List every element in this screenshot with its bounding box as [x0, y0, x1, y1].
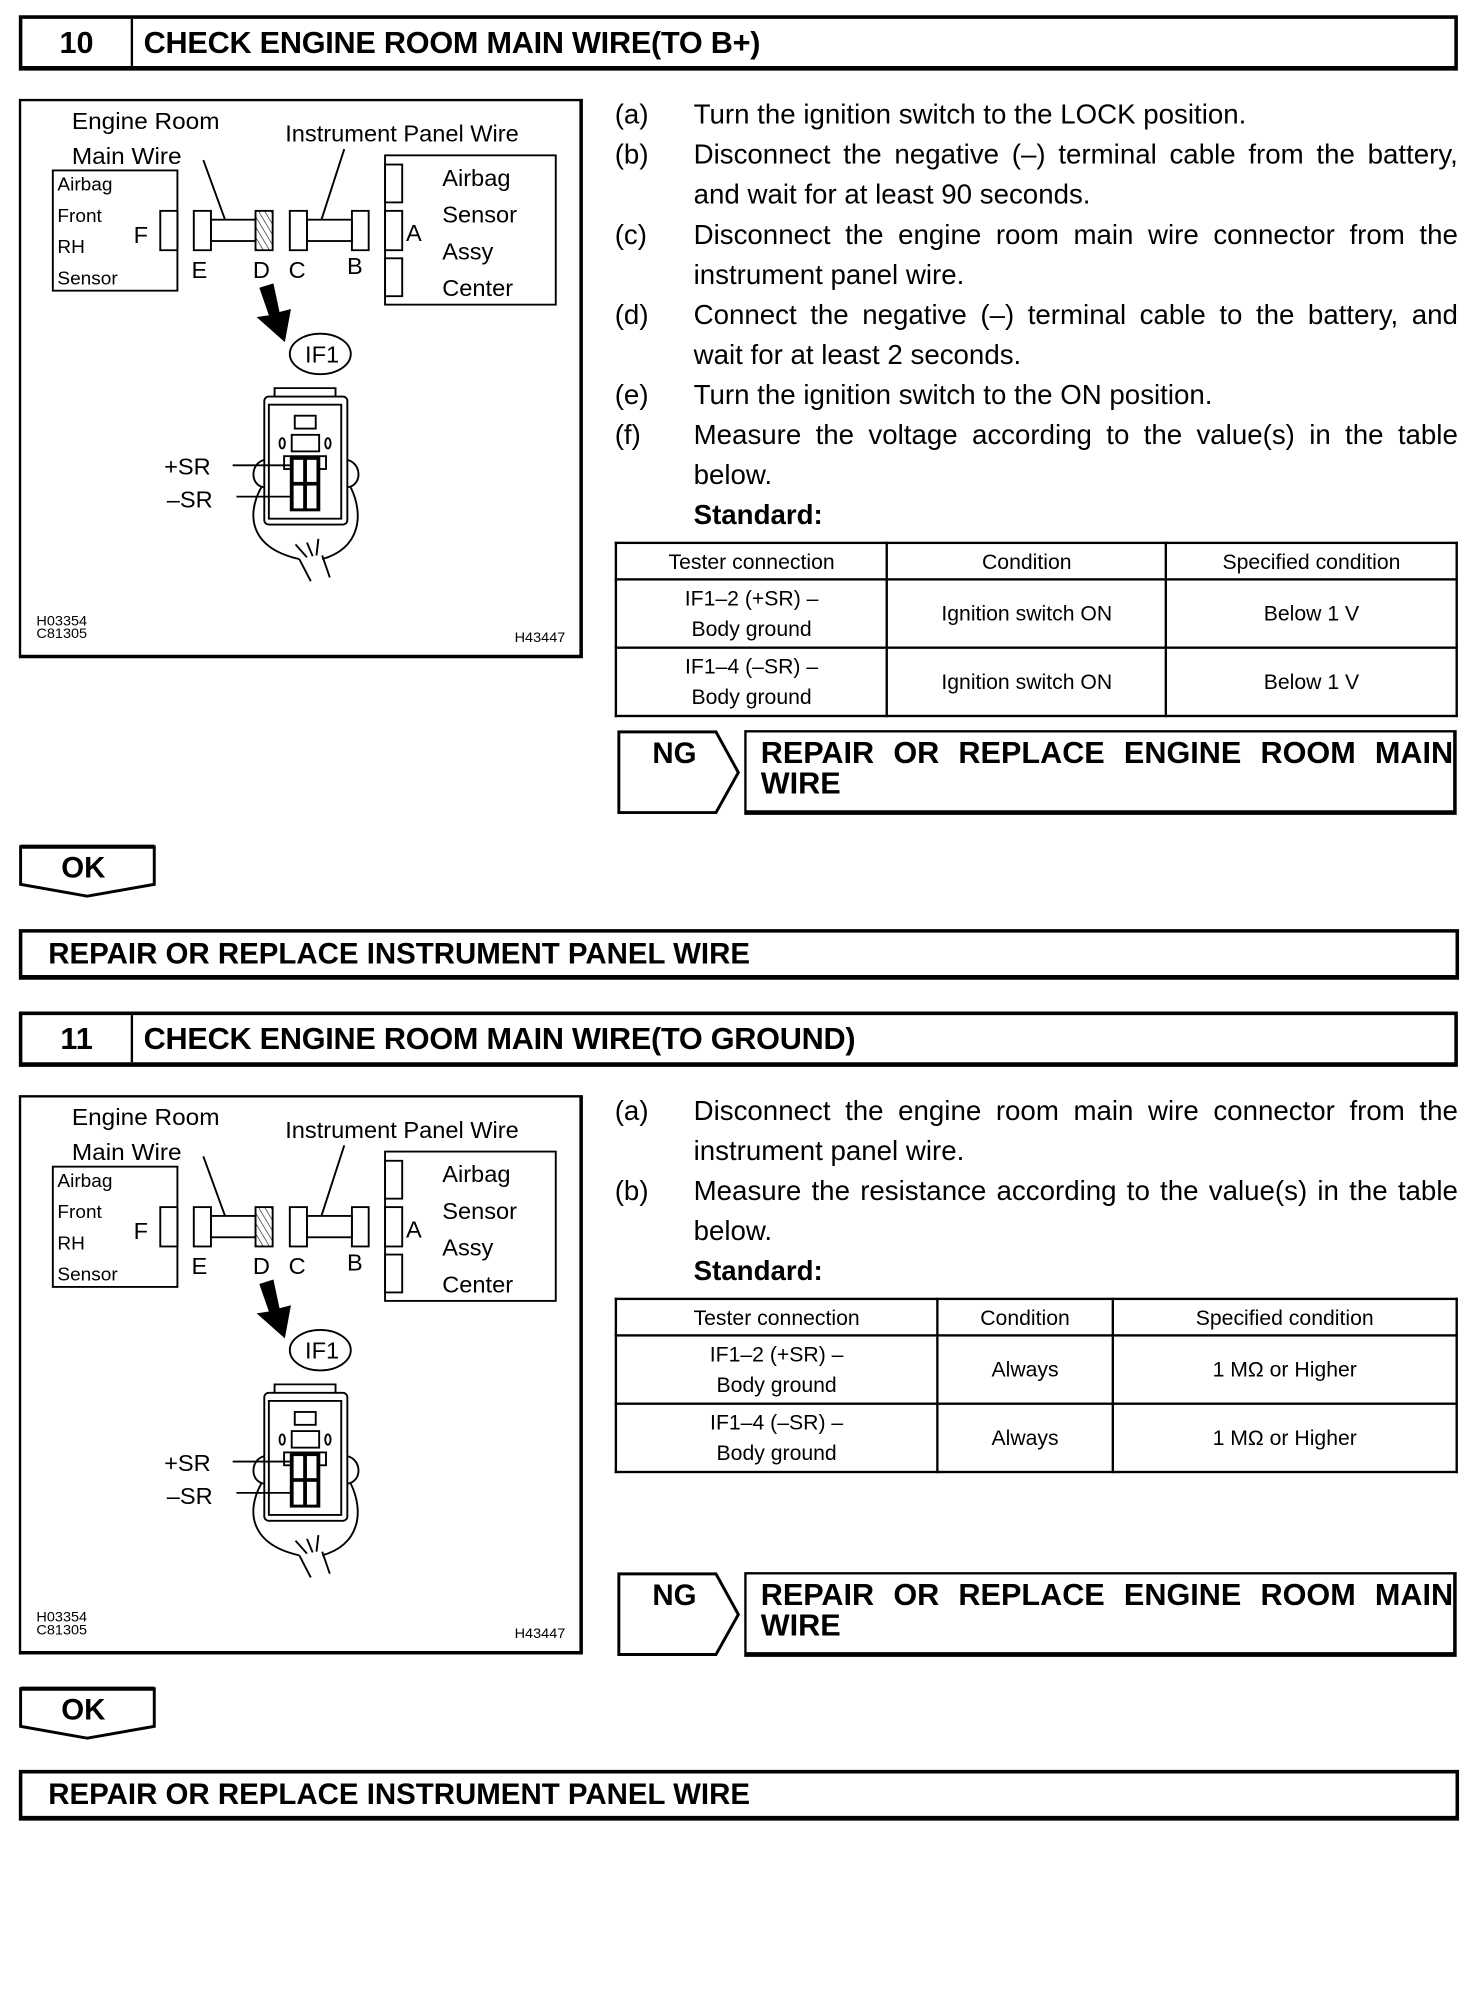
step-label: (b)	[614, 138, 649, 170]
cell-line: IF1–4 (–SR) –	[685, 654, 819, 679]
step-title-bar	[19, 15, 1458, 70]
section-11	[0, 1012, 1472, 2008]
table-header: Tester connection	[616, 543, 887, 580]
step-item	[615, 134, 1458, 214]
connector-f	[160, 211, 177, 250]
label-connector-b: B	[346, 1249, 363, 1276]
step-text: Turn the ignition switch to the ON position.	[693, 379, 1213, 410]
step-text: Disconnect the engine room main wire connector from the instrument panel wire.	[693, 1095, 1458, 1166]
connector-c	[290, 211, 307, 250]
label-connector-c: C	[288, 257, 306, 283]
step-item	[615, 94, 1458, 134]
label-main-wire: Main Wire	[71, 143, 182, 170]
ok-label: OK	[61, 1693, 106, 1727]
ng-branch[interactable]	[617, 1572, 1458, 1654]
figure-code: H03354	[36, 613, 88, 630]
standard-table	[615, 542, 1458, 717]
ok-action-box: REPAIR OR REPLACE INSTRUMENT PANEL WIRE	[19, 929, 1459, 980]
label-right-box: Sensor	[442, 1198, 518, 1224]
ng-label: NG	[652, 1579, 697, 1613]
label-connector-d: D	[252, 257, 270, 283]
step-title-bar	[19, 1012, 1458, 1067]
label-minus-sr: –SR	[166, 487, 213, 513]
table-header: Condition	[937, 1299, 1112, 1336]
center-connector	[385, 258, 402, 296]
wiring-diagram	[19, 99, 583, 658]
connector-diagram-svg	[21, 101, 579, 654]
procedure-steps	[615, 94, 1458, 534]
center-connector	[385, 1255, 402, 1293]
figure-code: H43447	[514, 630, 566, 646]
table-header: Tester connection	[616, 1299, 937, 1336]
label-instrument-panel-wire: Instrument Panel Wire	[285, 1117, 519, 1143]
connector-d	[256, 1207, 273, 1246]
connector-e	[194, 211, 211, 250]
table-cell-specified: Below 1 V	[1166, 579, 1456, 647]
connector-d	[256, 211, 273, 250]
cell-line: Body ground	[716, 1441, 837, 1465]
table-header: Specified condition	[1166, 543, 1456, 580]
ng-branch[interactable]	[617, 730, 1458, 812]
table-header-row	[616, 1299, 1457, 1336]
table-cell-tester-connection	[616, 648, 887, 716]
table-cell-condition: Always	[937, 1335, 1112, 1403]
engine-room-wire	[211, 1216, 256, 1237]
step-label: (a)	[614, 1095, 649, 1126]
step-label: (b)	[614, 1175, 649, 1206]
ng-action-box	[744, 1572, 1456, 1657]
cell-line: IF1–4 (–SR) –	[710, 1410, 844, 1435]
arrow-down-icon	[257, 1280, 291, 1339]
step-text: Connect the negative (–) terminal cable to the battery, and wait for at least 2 seconds.	[693, 299, 1458, 370]
figure-code: H03354	[36, 1609, 88, 1626]
table-cell-specified: 1 MΩ or Higher	[1113, 1335, 1457, 1403]
arrow-down-icon	[257, 283, 291, 342]
step-text: Turn the ignition switch to the LOCK position.	[693, 98, 1247, 130]
table-row	[616, 648, 1457, 716]
label-left-box: Airbag	[57, 173, 113, 195]
label-main-wire: Main Wire	[71, 1139, 182, 1166]
label-right-box: Sensor	[442, 202, 518, 228]
instrument-panel-wire	[307, 1216, 352, 1237]
ok-action-box: REPAIR OR REPLACE INSTRUMENT PANEL WIRE	[19, 1770, 1459, 1821]
connector-c	[290, 1207, 307, 1246]
ng-action-text: REPAIR OR REPLACE ENGINE ROOM MAIN WIRE	[760, 1576, 1454, 1643]
table-row	[616, 579, 1457, 647]
table-header: Specified condition	[1113, 1299, 1457, 1336]
step-label: (d)	[614, 299, 649, 330]
step-label: (e)	[614, 379, 649, 410]
cell-line: IF1–2 (+SR) –	[709, 1342, 844, 1367]
label-left-box: RH	[57, 236, 85, 258]
connector-a	[385, 211, 402, 250]
standard-heading: Standard:	[693, 1255, 823, 1286]
cell-line: IF1–2 (+SR) –	[684, 586, 819, 610]
step-item	[615, 214, 1458, 294]
label-right-box: Airbag	[442, 1161, 511, 1188]
table-header: Condition	[887, 543, 1166, 580]
label-connector-c: C	[288, 1253, 306, 1279]
label-connector-d: D	[252, 1253, 270, 1279]
table-header-row	[616, 543, 1457, 580]
label-engine-room: Engine Room	[71, 108, 220, 135]
table-cell-specified: Below 1 V	[1166, 648, 1456, 716]
figure-code: H43447	[514, 1626, 566, 1643]
label-minus-sr: –SR	[166, 1483, 213, 1509]
table-cell-specified: 1 MΩ or Higher	[1113, 1404, 1457, 1472]
standard-heading: Standard:	[693, 499, 823, 530]
cell-line: Body ground	[691, 617, 812, 641]
procedure-steps	[615, 1090, 1458, 1290]
standard-table	[615, 1298, 1458, 1473]
engine-room-wire	[211, 220, 256, 241]
cell-line: Body ground	[691, 685, 812, 709]
ok-branch[interactable]	[19, 844, 158, 898]
label-left-box: Sensor	[57, 267, 118, 289]
ok-label: OK	[61, 851, 106, 885]
label-left-box: Sensor	[57, 1263, 118, 1285]
label-engine-room: Engine Room	[71, 1104, 220, 1131]
step-label: (c)	[614, 219, 647, 250]
figure-code: C81305	[36, 1622, 88, 1639]
table-cell-tester-connection	[616, 579, 887, 647]
label-connector-b: B	[346, 253, 363, 280]
step-text: Measure the voltage according to the value(s) in the table below.	[693, 419, 1458, 490]
step-number: 10	[22, 19, 133, 66]
table-row	[616, 1335, 1457, 1403]
step-item	[615, 1090, 1458, 1170]
ng-action-text: REPAIR OR REPLACE ENGINE ROOM MAIN WIRE	[760, 734, 1454, 801]
label-if1: IF1	[305, 1338, 340, 1364]
table-cell-tester-connection	[616, 1404, 937, 1472]
step-label: (a)	[614, 98, 649, 130]
label-connector-f: F	[133, 1218, 149, 1245]
label-left-box: Front	[57, 205, 102, 226]
label-right-box: Center	[442, 1271, 514, 1298]
step-item	[615, 415, 1458, 495]
step-number: 11	[22, 1015, 133, 1062]
table-cell-condition: Ignition switch ON	[887, 648, 1166, 716]
step-text: Measure the resistance according to the value(s) in the table below.	[693, 1175, 1458, 1246]
step-text: Disconnect the negative (–) terminal cable from the battery, and wait for at least 90 seconds.	[693, 138, 1458, 210]
step-item	[615, 374, 1458, 414]
ok-branch[interactable]	[19, 1686, 158, 1740]
center-connector	[385, 1161, 402, 1199]
ng-label: NG	[652, 737, 697, 771]
connector-b	[352, 1207, 369, 1246]
label-left-box: Airbag	[57, 1170, 113, 1191]
step-item	[615, 294, 1458, 374]
figure-code: C81305	[36, 626, 88, 643]
connector-e	[194, 1207, 211, 1246]
section-10	[0, 15, 1472, 1011]
label-connector-f: F	[133, 222, 149, 248]
table-cell-condition: Always	[937, 1404, 1112, 1472]
label-right-box: Center	[442, 275, 514, 302]
wiring-diagram	[19, 1095, 583, 1654]
label-left-box: RH	[57, 1232, 85, 1254]
label-right-box: Assy	[442, 1235, 494, 1261]
table-cell-condition: Ignition switch ON	[887, 579, 1166, 647]
label-connector-a: A	[406, 220, 422, 246]
table-row	[616, 1404, 1457, 1472]
connector-diagram-svg	[21, 1098, 579, 1651]
step-title: CHECK ENGINE ROOM MAIN WIRE(TO GROUND)	[143, 1020, 856, 1056]
step-text: Disconnect the engine room main wire connector from the instrument panel wire.	[693, 219, 1458, 290]
label-connector-a: A	[406, 1216, 422, 1243]
label-plus-sr: +SR	[164, 1450, 211, 1476]
label-if1: IF1	[305, 341, 340, 368]
label-instrument-panel-wire: Instrument Panel Wire	[285, 121, 519, 147]
step-label: (f)	[614, 419, 641, 450]
step-title: CHECK ENGINE ROOM MAIN WIRE(TO B+)	[143, 24, 761, 60]
label-connector-e: E	[191, 257, 208, 283]
label-plus-sr: +SR	[164, 453, 211, 480]
label-right-box: Assy	[442, 238, 494, 265]
ng-action-box	[744, 730, 1456, 815]
label-connector-e: E	[191, 1253, 208, 1279]
step-item	[615, 1171, 1458, 1251]
connector-a	[385, 1207, 402, 1246]
center-connector	[385, 165, 402, 203]
table-cell-tester-connection	[616, 1335, 937, 1403]
label-left-box: Front	[57, 1201, 102, 1223]
cell-line: Body ground	[716, 1373, 837, 1397]
label-right-box: Airbag	[442, 165, 511, 191]
connector-b	[352, 211, 369, 250]
connector-f	[160, 1207, 177, 1246]
instrument-panel-wire	[307, 220, 352, 241]
